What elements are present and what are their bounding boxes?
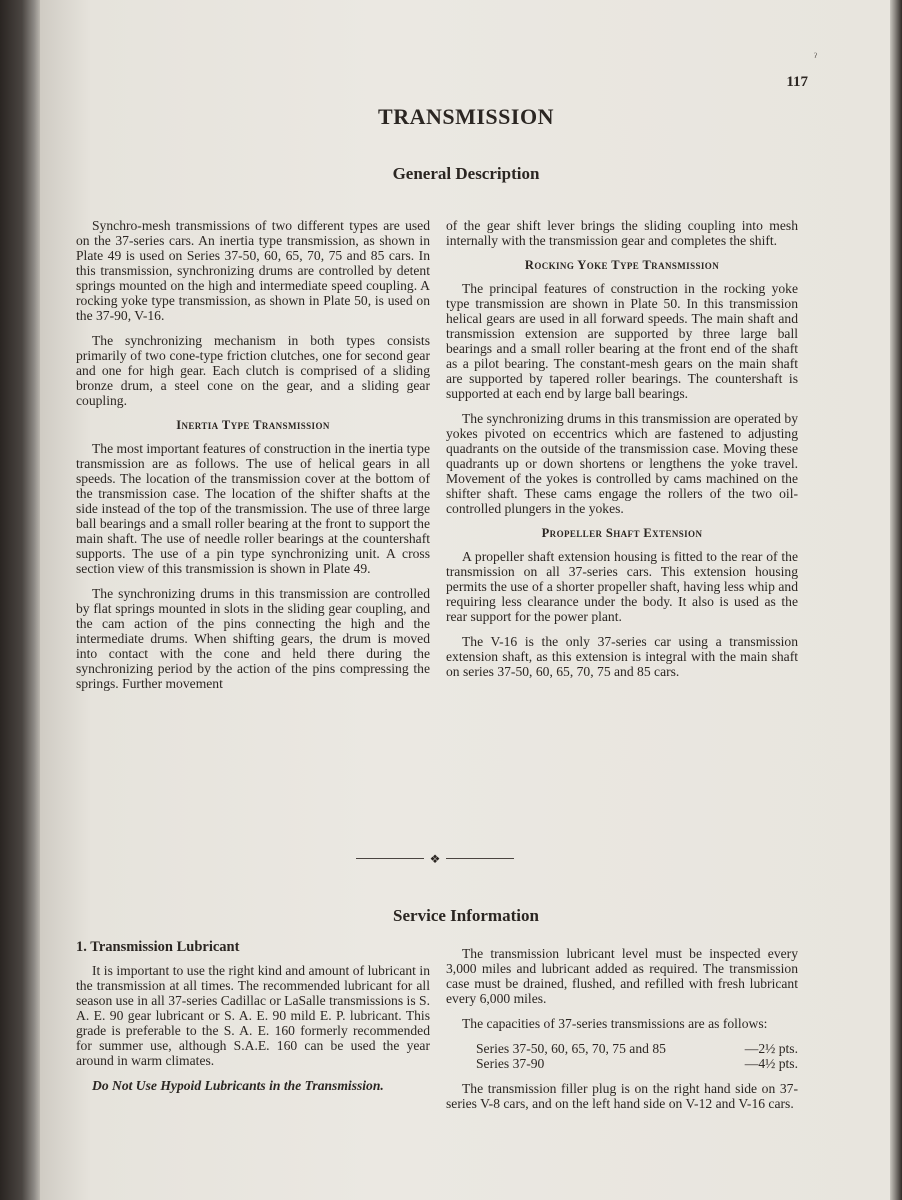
capacity-value: —4½ pts. [744, 1056, 798, 1071]
paragraph: The transmission lubricant level must be inspected every 3,000 miles and lubricant added as required. The transmission case must be drained, flushed, and refilled with fresh lubricant every 6,000 miles. [446, 946, 798, 1006]
divider-line-right [446, 858, 514, 859]
general-description-heading: General Description [392, 164, 540, 183]
page-number: 117 [786, 74, 808, 90]
propeller-shaft-heading: Propeller Shaft Extension [541, 526, 703, 540]
paragraph: A propeller shaft extension housing is fitted to the rear of the transmission on all 37-series cars. This extension housing permits the use of a shorter propeller shaft, having less whip and requiring less clearance under the body. It also is used as the rear support for the power plant. [446, 549, 798, 624]
paragraph: Synchro-mesh transmissions of two different types are used on the 37-series cars. An inertia type transmission, as shown in Plate 49 is used on Series 37-50, 60, 65, 70, 75 and 85 cars. In this transmission, synchronizing drums are controlled by detent springs mounted on the high and intermediate speed coupling. A rocking yoke type transmission, as shown in Plate 50, is used on the 37-90, V-16. [76, 218, 430, 323]
paragraph: It is important to use the right kind and amount of lubricant in the transmission at all times. The recommended lubricant for all season use in all 37-series Cadillac or LaSalle transmissions is S. A. E. 90 gear lubricant or S. A. E. 90 mild E. P. lubricant. This grade is preferable to the S. A. E. 160 formerly recommended for summer use, although S.A.E. 160 can be used the year around in warm climates. [76, 963, 430, 1068]
page-title: TRANSMISSION [378, 104, 554, 129]
margin-mark: ˀ [814, 50, 817, 64]
capacity-series: Series 37-50, 60, 65, 70, 75 and 85 [476, 1041, 666, 1056]
service-right-column [446, 946, 798, 1121]
paragraph: The capacities of 37-series transmissions are as follows: [462, 1016, 768, 1031]
service-left-column [76, 940, 430, 1103]
paragraph: The transmission filler plug is on the right hand side on 37-series V-8 cars, and on the left hand side on V-12 and V-16 cars. [446, 1081, 798, 1111]
capacity-row [446, 1056, 798, 1071]
paragraph: The synchronizing mechanism in both types consists primarily of two cone-type friction clutches, one for second gear and one for high gear. Each clutch is comprised of a sliding bronze drum, a steel cone on the gear, and a sliding gear coupling. [76, 333, 430, 408]
general-left-column [76, 218, 430, 701]
service-information-heading: Service Information [393, 906, 539, 925]
hypoid-warning: Do Not Use Hypoid Lubricants in the Transmission. [92, 1078, 384, 1093]
capacity-value: —2½ pts. [744, 1041, 798, 1056]
capacity-row [446, 1041, 798, 1056]
paragraph: The principal features of construction in the rocking yoke type transmission are shown in Plate 50. In this transmission helical gears are used in all forward speeds. The main shaft and transmission extension are supported by three large ball bearings and a small roller bearing at the front end of the shaft as a pilot bearing. The constant-mesh gears on the main shaft are supported by tapered roller bearings. The countershaft is supported at each end by large ball bearings. [446, 281, 798, 401]
rocking-yoke-heading: Rocking Yoke Type Transmission [524, 258, 720, 272]
inertia-type-heading: Inertia Type Transmission [176, 418, 330, 432]
paragraph: The V-16 is the only 37-series car using a transmission extension shaft, as this extension is integral with the main shaft on series 37-50, 60, 65, 70, 75 and 85 cars. [446, 634, 798, 679]
paragraph: of the gear shift lever brings the sliding coupling into mesh internally with the transmission gear and completes the shift. [446, 218, 798, 248]
transmission-lubricant-heading: 1. Transmission Lubricant [76, 939, 240, 955]
divider-line-left [356, 858, 424, 859]
paragraph: The synchronizing drums in this transmission are operated by yokes pivoted on eccentrics which are fastened to adjusting quadrants on the outside of the transmission case. Moving these quadrants up or down shortens or lengthens the yoke travel. Movement of the yokes is controlled by cams machined on the shifter shaft. These cams engage the rollers of the two oil-controlled plungers in the yokes. [446, 411, 798, 516]
paragraph: The most important features of construction in the inertia type transmission are as follows. The use of helical gears in all speeds. The location of the transmission cover at the bottom of the transmission case. The location of the shifter shafts at the side instead of the top of the transmission. The use of three large ball bearings and a small roller bearing at the front to support the main shaft. The use of needle roller bearings at the countershaft supports. The use of a pin type synchronizing unit. A cross section view of this transmission is shown in Plate 49. [76, 441, 430, 576]
book-binding [0, 0, 40, 1200]
general-right-column [446, 218, 798, 689]
section-divider [356, 852, 514, 866]
paragraph: The synchronizing drums in this transmission are controlled by flat springs mounted in slots in the sliding gear coupling, and the cam action of the pins connecting the high and the intermediate drums. When shifting gears, the drum is moved into contact with the cone and held there during the synchronizing period by the action of the pins compressing the springs. Further movement [76, 586, 430, 691]
ornament-icon: ❖ [429, 852, 441, 866]
capacity-series: Series 37-90 [476, 1056, 545, 1071]
